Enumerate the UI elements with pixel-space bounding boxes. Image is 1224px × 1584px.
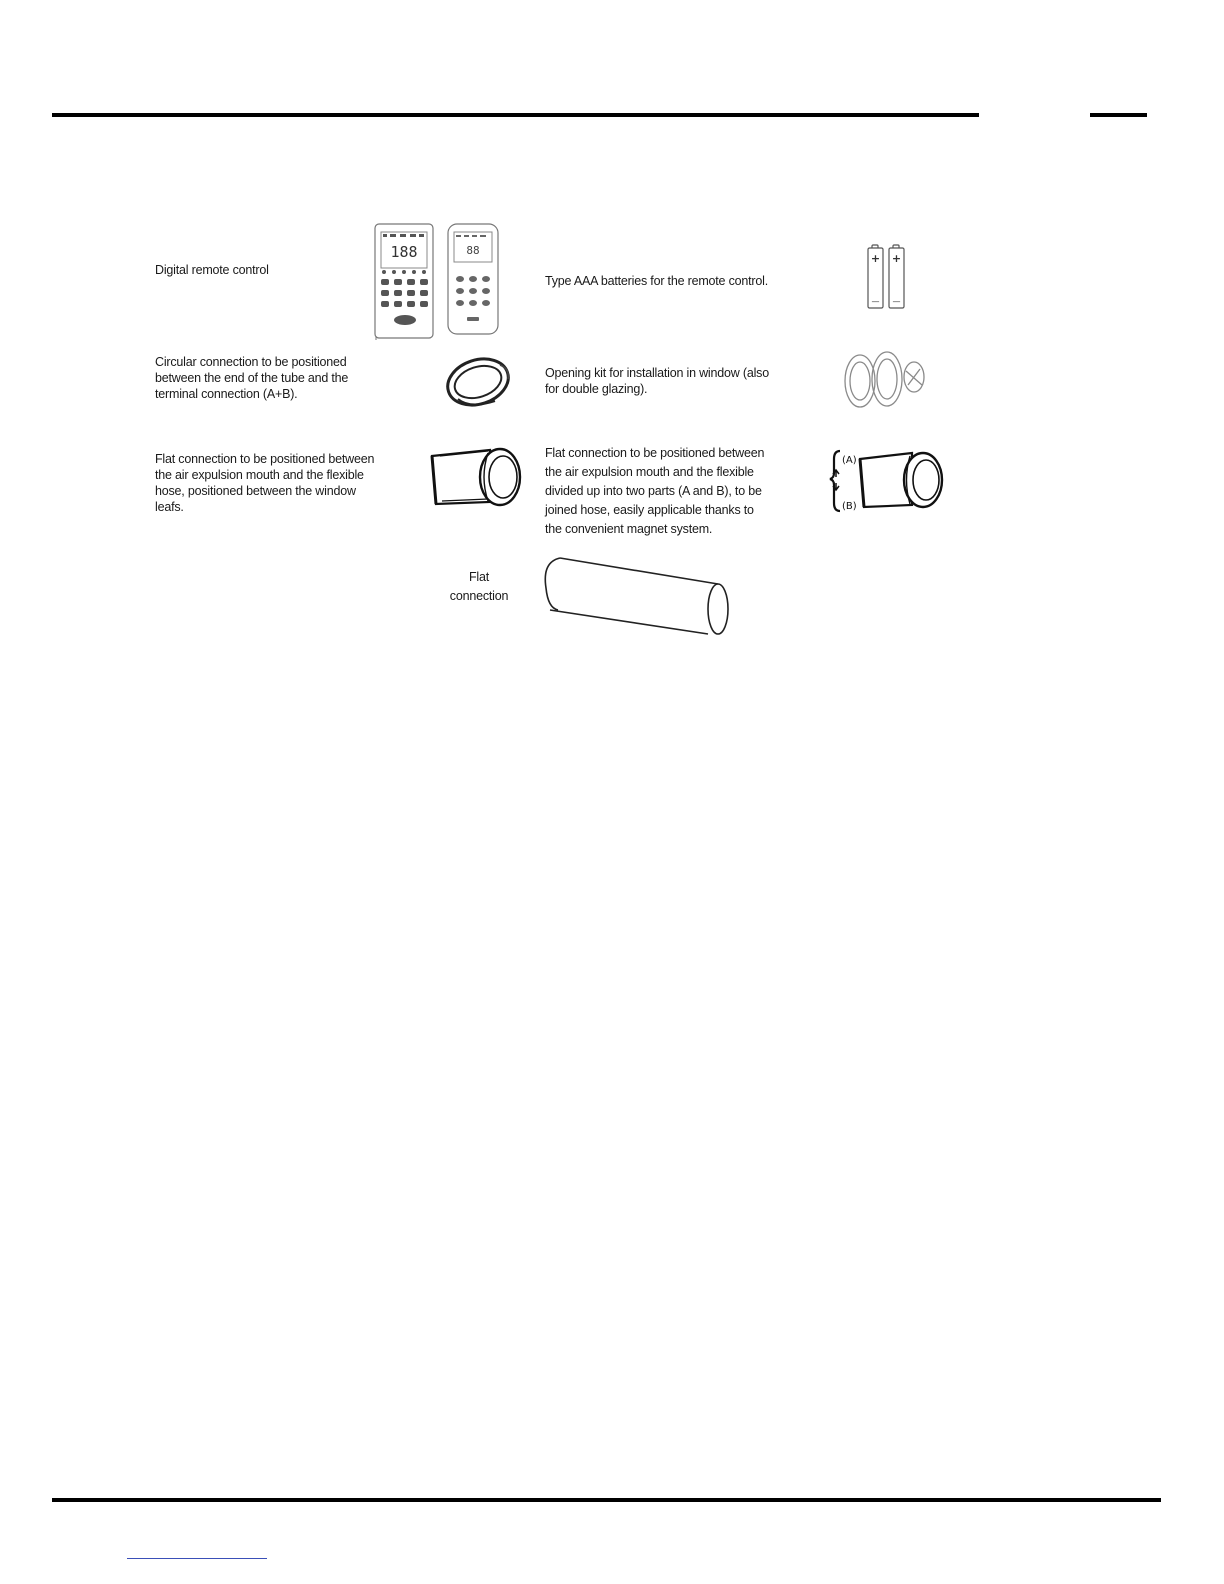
part-a-label: (A) <box>842 455 857 466</box>
hose-label: Flat connection <box>449 570 509 603</box>
window-kit-label: Opening kit for installation in window (also for double glazing). <box>545 366 769 396</box>
remote-control-label: Digital remote control <box>155 263 269 277</box>
footer-link-underline[interactable] <box>127 1558 267 1559</box>
flat-connection-ab-icon <box>828 445 948 517</box>
battery-minus-1: — <box>871 297 880 306</box>
batteries-label: Type AAA batteries for the remote control. <box>545 274 768 288</box>
battery-minus-2: — <box>892 297 901 306</box>
circular-connection-label: Circular connection to be positioned between the end of the tube and the terminal connection (A+B). <box>155 355 349 401</box>
header-rule-right <box>1090 113 1147 117</box>
footer-rule <box>52 1498 1161 1502</box>
header-rule-left <box>52 113 979 117</box>
window-kit-icon <box>842 347 934 411</box>
circular-connection-icon <box>440 349 520 411</box>
batteries-icon <box>864 243 914 311</box>
remote-display-right: 88 <box>466 244 480 257</box>
remote-display-left: 188 <box>390 243 418 261</box>
battery-plus-2: + <box>891 252 902 265</box>
flat-connection-icon <box>428 444 528 510</box>
flat-connection-ab-label: Flat connection to be positioned between the air expulsion mouth and the flexible divided up into two parts (A and B), to be joined hose, easily applicable thanks to the convenient magnet system. <box>545 446 765 536</box>
remote-control-icon <box>372 222 504 340</box>
flat-connection-label: Flat connection to be positioned between the air expulsion mouth and the flexible hose, positioned between the window leafs. <box>155 452 375 514</box>
battery-plus-1: + <box>870 252 881 265</box>
part-b-label: (B) <box>842 501 857 512</box>
hose-icon <box>540 552 734 640</box>
